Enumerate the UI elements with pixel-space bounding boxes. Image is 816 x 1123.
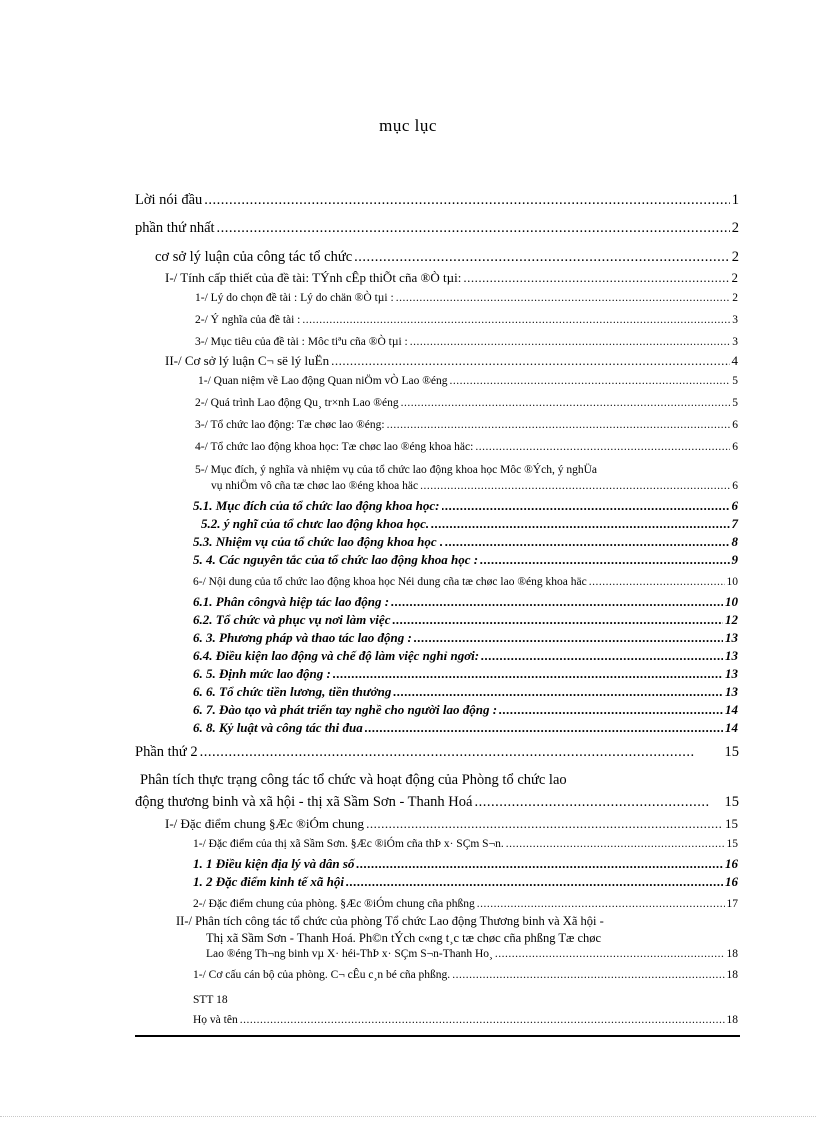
toc-entry-page: 15 [725,816,738,831]
toc-entry-label: 2-/ Quá trình Lao động Qu¸ tr×nh Lao ®éng [195,397,399,409]
toc-entry-page: 15 [724,794,739,810]
toc-entry[interactable] [193,576,738,588]
toc-entry[interactable] [193,1014,738,1026]
toc-entry-page: 12 [725,612,738,627]
toc-entry-page: 16 [725,874,738,889]
toc-entry-label: 3-/ Tổ chức lao động: Tæ chøc lao ®éng: [195,419,385,431]
toc-entry-label: 5.2. ý nghĩ của tổ chưc lao động khoa học. [201,516,430,531]
toc-entry-label: 5-/ Mục đích, ý nghĩa và nhiệm vụ của tổ chức lao động khoa học Môc ®Ých, ý nghÜa [195,464,598,476]
toc-entry-label: Phần thứ 2 [135,744,198,760]
toc-entry[interactable] [193,969,738,981]
toc-entry-label: Lời nói đầu [135,192,203,208]
toc-entry-label: 6.1. Phân côngvà hiệp tác lao động : [193,594,390,609]
toc-entry-page: 13 [725,684,738,699]
page-title: mục lục [379,116,437,135]
toc-entry-page: 13 [725,630,738,645]
toc-entry[interactable] [195,397,738,409]
toc-entry[interactable] [195,419,738,431]
toc-entry-label: 6. 6. Tổ chức tiền lương, tiền thưởng [193,684,392,699]
toc-entry-label: 4-/ Tổ chức lao động khoa học: Tæ chøc lao ®éng khoa häc: [195,441,474,453]
toc-entry-page: 10 [726,576,738,588]
toc-entry-label: STT 18 [193,994,228,1006]
toc-entry-page: 5 [732,375,738,387]
toc-entry[interactable] [193,552,738,568]
toc-entry-label: 5. 4. Các nguyên tắc của tổ chức lao động khoa học : [193,552,479,567]
toc-entry[interactable] [193,684,738,700]
toc-entry-label: 6. 7. Đào tạo và phát triển tay nghề cho người lao động : [193,702,498,717]
toc-entry-label: I-/ Tính cấp thiết của đề tài: TÝnh cÊp thiÕt cña ®Ò tµi: [165,270,462,285]
toc-entry-label: 2-/ Đặc điểm chung của phòng. §Æc ®iÓm chung cña phßng [193,898,475,910]
toc-entry[interactable] [195,292,738,304]
toc-entry[interactable] [193,856,738,872]
toc-entry-page: 10 [725,594,738,609]
toc-entry[interactable] [155,249,739,266]
toc-entry-label: 1-/ Quan niệm về Lao động Quan niÖm vÒ Lao ®éng [198,375,448,387]
toc-entry-label: 1-/ Đặc điểm của thị xã Sầm Sơn. §Æc ®iÓm cña thÞ x· SÇm S¬n. [193,838,504,850]
toc-entry[interactable] [195,336,738,348]
toc-entry-page: 16 [725,856,738,871]
toc-entry-page: 18 [726,948,738,960]
toc-entry[interactable] [135,744,739,761]
toc-entry-label: 6. 3. Phương pháp và thao tác lao động : [193,630,412,645]
page-footer-border [0,1116,816,1117]
toc-entry[interactable] [195,441,738,453]
toc-entry-page: 13 [725,648,738,663]
toc-entry-page: 5 [732,397,738,409]
toc-entry-page: 6 [731,498,738,513]
toc-entry-page: 1 [731,192,739,208]
toc-entry-label: I-/ Đặc điểm chung §Æc ®iÓm chung [165,816,365,831]
toc-entry[interactable] [193,702,738,718]
toc-entry-page: 8 [731,534,738,549]
toc-entry-page: 6 [732,441,738,453]
toc-entry-page: 2 [731,249,739,265]
toc-entry[interactable] [193,648,738,664]
toc-entry[interactable] [193,630,738,646]
toc-entry-label: 5.3. Nhiệm vụ của tổ chức lao động khoa học . [193,534,444,549]
toc-entry-page: 14 [725,702,738,717]
toc-entry-label: 2-/ Ý nghĩa của đề tài : [195,314,301,326]
toc-entry-label-continued: động thương binh và xã hội - thị xã Sầm Sơn - Thanh Hoá [135,794,473,810]
toc-entry-page: 9 [731,552,738,567]
toc-entry-label: 6. 5. Định mức lao động : [193,666,331,681]
toc-entry-label: 5.1. Mục đích của tổ chức lao động khoa học: [193,498,440,513]
toc-entry-label: 1. 2 Đặc điểm kinh tế xã hội [193,874,344,889]
toc-entry-label: 1-/ Lý do chọn đề tài : Lý do chän ®Ò tµi : [195,292,394,304]
toc-entry[interactable] [193,498,738,514]
toc-entry[interactable] [206,948,738,960]
toc-entry-page: 15 [726,838,738,850]
toc-entry-page: 7 [731,516,738,531]
bottom-divider [135,1035,740,1037]
toc-entry[interactable] [193,594,738,610]
toc-entry-label: 1-/ Cơ cấu cán bộ của phòng. C¬ cÊu c¸n bé cña phßng. [193,969,451,981]
toc-entry[interactable] [193,838,738,850]
toc-entry[interactable] [135,794,739,811]
toc-entry[interactable] [193,612,738,628]
toc-entry-page: 2 [731,270,738,285]
toc-entry-page: 17 [726,898,738,910]
toc-entry-page: 2 [731,220,739,236]
toc-entry-page: 3 [732,314,738,326]
toc-entry[interactable] [193,666,738,682]
toc-entry[interactable] [165,816,738,832]
toc-entry[interactable] [211,480,738,492]
toc-entry-label: 6.2. Tổ chức và phục vụ nơi làm việc [193,612,391,627]
toc-entry-label-continued: Lao ®éng Th¬ng binh vµ X· héi-ThÞ x· SÇm S¬n-Thanh Ho¸ [206,948,493,960]
toc-entry[interactable] [193,534,738,550]
toc-entry-label: cơ sở lý luận của công tác tổ chức [155,249,353,265]
toc-entry-label: phần thứ nhất [135,220,215,236]
toc-entry-page: 4 [731,353,738,368]
toc-entry-label: 1. 1 Điều kiện địa lý và dân số [193,856,355,871]
toc-entry[interactable] [193,874,738,890]
toc-entry-label: 6. 8. Kỷ luật và công tác thi đua [193,720,363,735]
toc-entry[interactable] [193,720,738,736]
toc-entry[interactable] [198,375,738,387]
toc-entry-page: 14 [725,720,738,735]
toc-entry[interactable] [195,314,738,326]
toc-entry[interactable] [135,220,739,237]
toc-entry-label-continued: Thị xã Sầm Sơn - Thanh Hoá. Ph©n tÝch c«ng t¸c tæ chøc cña phßng Tæ chøc [206,931,602,945]
toc-entry[interactable] [135,192,739,209]
toc-entry-label: II-/ Phân tích công tác tổ chức của phòng Tổ chức Lao động Thương binh và Xã hội - [176,914,604,928]
toc-entry-page: 15 [724,744,739,760]
toc-entry[interactable] [165,353,738,369]
toc-entry-page: 3 [732,336,738,348]
toc-entry[interactable] [193,898,738,910]
toc-entry-page: 6 [732,419,738,431]
toc-entry-page: 6 [732,480,738,492]
toc-entry-page: 2 [732,292,738,304]
toc-entry-page: 18 [726,1014,738,1026]
toc-entry[interactable] [165,270,738,286]
toc-entry-page: 18 [726,969,738,981]
toc-entry-page: 13 [725,666,738,681]
toc-entry-label: 6-/ Nội dung của tổ chức lao động khoa học Néi dung cña tæ chøc lao ®éng khoa häc [193,576,587,588]
toc-entry-label: 3-/ Mục tiêu của đề tài : Môc tiªu cña ®Ò tµi : [195,336,408,348]
toc-entry-label-continued: vụ nhiÖm vô cña tæ chøc lao ®éng khoa häc [211,480,419,492]
toc-entry-label: Phân tích thực trạng công tác tổ chức và hoạt động của Phòng tổ chức lao [140,772,567,788]
toc-entry-label: II-/ Cơ sở lý luận C¬ së lý luËn [165,353,330,368]
toc-entry[interactable] [201,516,738,532]
toc-entry-label: Họ và tên [193,1014,238,1026]
toc-entry-label: 6.4. Điều kiện lao động và chế độ làm việc nghỉ ngơi: [193,648,480,663]
